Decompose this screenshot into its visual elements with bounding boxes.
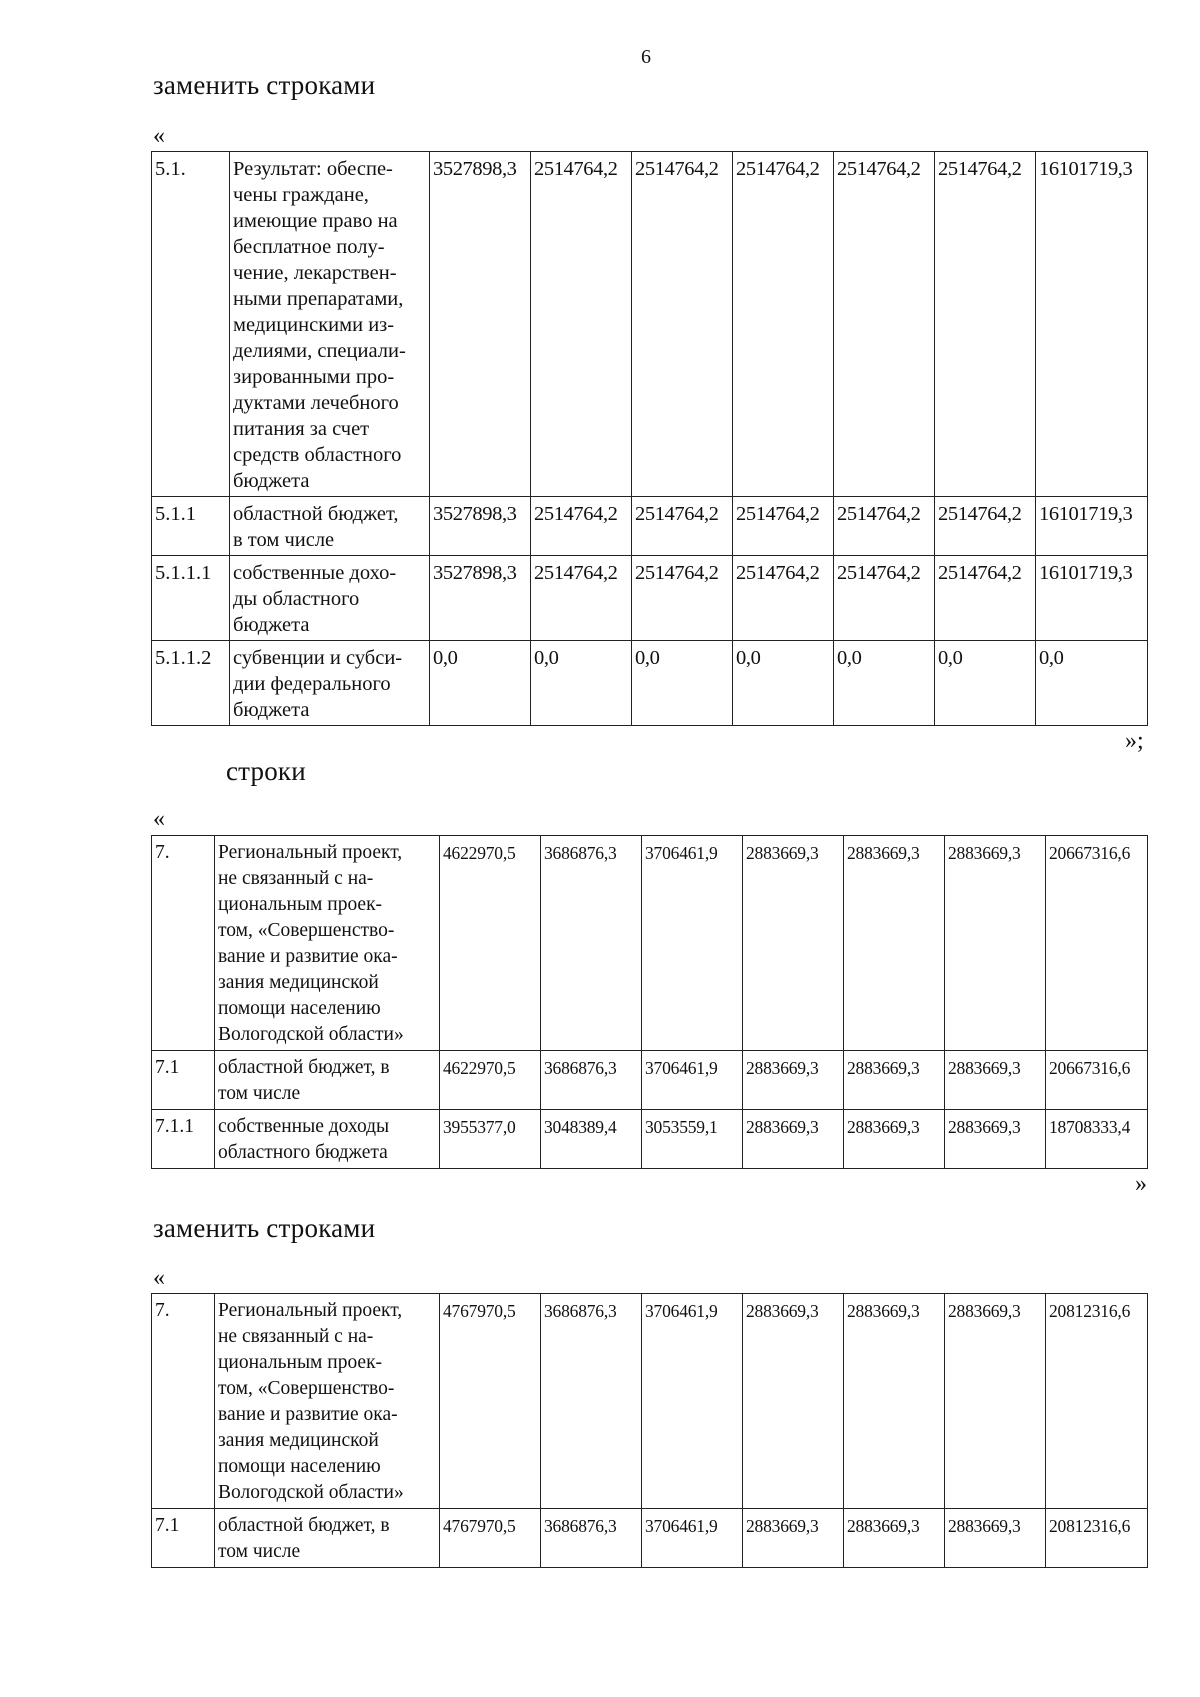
table-row xyxy=(152,1294,1148,1509)
value-cell: 2883669,3 xyxy=(945,836,1046,1051)
value-cell: 4767970,5 xyxy=(440,1294,541,1509)
value-cell: 2514764,2 xyxy=(531,556,632,641)
value-cell: 2514764,2 xyxy=(834,152,935,497)
value-cell: 3527898,3 xyxy=(430,497,531,556)
value-cell: 0,0 xyxy=(430,641,531,726)
value-cell: 20812316,6 xyxy=(1046,1294,1148,1509)
table-row xyxy=(152,497,1148,556)
value-cell: 2883669,3 xyxy=(945,1509,1046,1568)
value-cell: 0,0 xyxy=(834,641,935,726)
value-cell: 20667316,6 xyxy=(1046,1051,1148,1110)
value-cell: 2514764,2 xyxy=(935,497,1036,556)
value-cell: 2883669,3 xyxy=(945,1051,1046,1110)
value-cell: 0,0 xyxy=(935,641,1036,726)
value-cell: 2883669,3 xyxy=(844,1509,945,1568)
value-cell: 2883669,3 xyxy=(844,1294,945,1509)
value-cell: 3706461,9 xyxy=(642,1509,743,1568)
value-cell: 3686876,3 xyxy=(541,1509,642,1568)
value-cell: 2514764,2 xyxy=(632,497,733,556)
value-cell: 0,0 xyxy=(632,641,733,726)
value-cell: 2514764,2 xyxy=(935,556,1036,641)
value-cell: 2883669,3 xyxy=(844,836,945,1051)
value-cell: 3527898,3 xyxy=(430,556,531,641)
section1-open-quote: « xyxy=(153,123,165,149)
value-cell: 0,0 xyxy=(733,641,834,726)
row-description: областной бюджет, в том числе xyxy=(215,1509,440,1568)
table-row xyxy=(152,1051,1148,1110)
value-cell: 3955377,0 xyxy=(440,1110,541,1169)
value-cell: 16101719,3 xyxy=(1036,556,1148,641)
value-cell: 2883669,3 xyxy=(844,1110,945,1169)
value-cell: 2883669,3 xyxy=(844,1051,945,1110)
value-cell: 4622970,5 xyxy=(440,1051,541,1110)
table-row xyxy=(152,556,1148,641)
value-cell: 20812316,6 xyxy=(1046,1509,1148,1568)
section3-heading: заменить строками xyxy=(153,1213,376,1243)
value-cell: 3048389,4 xyxy=(541,1110,642,1169)
page-number: 6 xyxy=(641,46,651,68)
row-description: собственные дохо- ды областного бюджета xyxy=(230,556,430,641)
row-description: субвенции и субси- дии федерального бюджета xyxy=(230,641,430,726)
row-description: областной бюджет, в том числе xyxy=(230,497,430,556)
row-description: собственные доходы областного бюджета xyxy=(215,1110,440,1169)
value-cell: 4622970,5 xyxy=(440,836,541,1051)
section1-heading: заменить строками xyxy=(153,70,376,100)
value-cell: 3706461,9 xyxy=(642,836,743,1051)
value-cell: 2514764,2 xyxy=(733,556,834,641)
value-cell: 2514764,2 xyxy=(935,152,1036,497)
row-number: 5.1.1.2 xyxy=(152,641,230,726)
table-row xyxy=(152,1110,1148,1169)
row-description: областной бюджет, в том числе xyxy=(215,1051,440,1110)
row-description: Результат: обеспе- чены граждане, имеющие право на бесплатное полу- чение, лекарствен- ными препаратами, медицинскими из- делиями, специали- зированными про- дуктами лечебного питания за счет средств областного бюджета xyxy=(230,152,430,497)
row-number: 5.1.1.1 xyxy=(152,556,230,641)
row-number: 5.1.1 xyxy=(152,497,230,556)
row-number: 7. xyxy=(152,836,215,1051)
section1-table xyxy=(151,151,1148,726)
value-cell: 4767970,5 xyxy=(440,1509,541,1568)
value-cell: 2514764,2 xyxy=(531,497,632,556)
section3-open-quote: « xyxy=(153,1265,165,1291)
value-cell: 2883669,3 xyxy=(945,1294,1046,1509)
row-number: 7.1 xyxy=(152,1509,215,1568)
value-cell: 2514764,2 xyxy=(834,497,935,556)
value-cell: 2514764,2 xyxy=(531,152,632,497)
value-cell: 2883669,3 xyxy=(945,1110,1046,1169)
row-number: 7.1 xyxy=(152,1051,215,1110)
value-cell: 0,0 xyxy=(1036,641,1148,726)
section2-close-quote: » xyxy=(1135,1171,1147,1197)
table-row xyxy=(152,641,1148,726)
value-cell: 2883669,3 xyxy=(743,1509,844,1568)
section2-heading: строки xyxy=(226,756,306,786)
value-cell: 3706461,9 xyxy=(642,1294,743,1509)
value-cell: 2514764,2 xyxy=(632,152,733,497)
value-cell: 16101719,3 xyxy=(1036,152,1148,497)
section3-table xyxy=(151,1293,1148,1568)
table-row xyxy=(152,1509,1148,1568)
value-cell: 3686876,3 xyxy=(541,1294,642,1509)
value-cell: 3527898,3 xyxy=(430,152,531,497)
table-row xyxy=(152,152,1148,497)
value-cell: 3706461,9 xyxy=(642,1051,743,1110)
value-cell: 3053559,1 xyxy=(642,1110,743,1169)
table-row xyxy=(152,836,1148,1051)
value-cell: 2514764,2 xyxy=(834,556,935,641)
value-cell: 0,0 xyxy=(531,641,632,726)
row-description: Региональный проект, не связанный с на- циональным проек- том, «Совершенство- вание и развитие ока- зания медицинской помощи населению Вологодской области» xyxy=(215,836,440,1051)
value-cell: 16101719,3 xyxy=(1036,497,1148,556)
row-number: 7.1.1 xyxy=(152,1110,215,1169)
value-cell: 3686876,3 xyxy=(541,836,642,1051)
section1-close-quote: »; xyxy=(1125,728,1144,754)
value-cell: 2514764,2 xyxy=(632,556,733,641)
value-cell: 2883669,3 xyxy=(743,1294,844,1509)
row-number: 5.1. xyxy=(152,152,230,497)
value-cell: 2883669,3 xyxy=(743,1110,844,1169)
section2-open-quote: « xyxy=(153,806,165,832)
value-cell: 3686876,3 xyxy=(541,1051,642,1110)
row-description: Региональный проект, не связанный с на- циональным проек- том, «Совершенство- вание и развитие ока- зания медицинской помощи населению Вологодской области» xyxy=(215,1294,440,1509)
section2-table xyxy=(151,835,1148,1169)
value-cell: 2514764,2 xyxy=(733,497,834,556)
value-cell: 18708333,4 xyxy=(1046,1110,1148,1169)
value-cell: 2514764,2 xyxy=(733,152,834,497)
value-cell: 2883669,3 xyxy=(743,836,844,1051)
row-number: 7. xyxy=(152,1294,215,1509)
value-cell: 20667316,6 xyxy=(1046,836,1148,1051)
value-cell: 2883669,3 xyxy=(743,1051,844,1110)
